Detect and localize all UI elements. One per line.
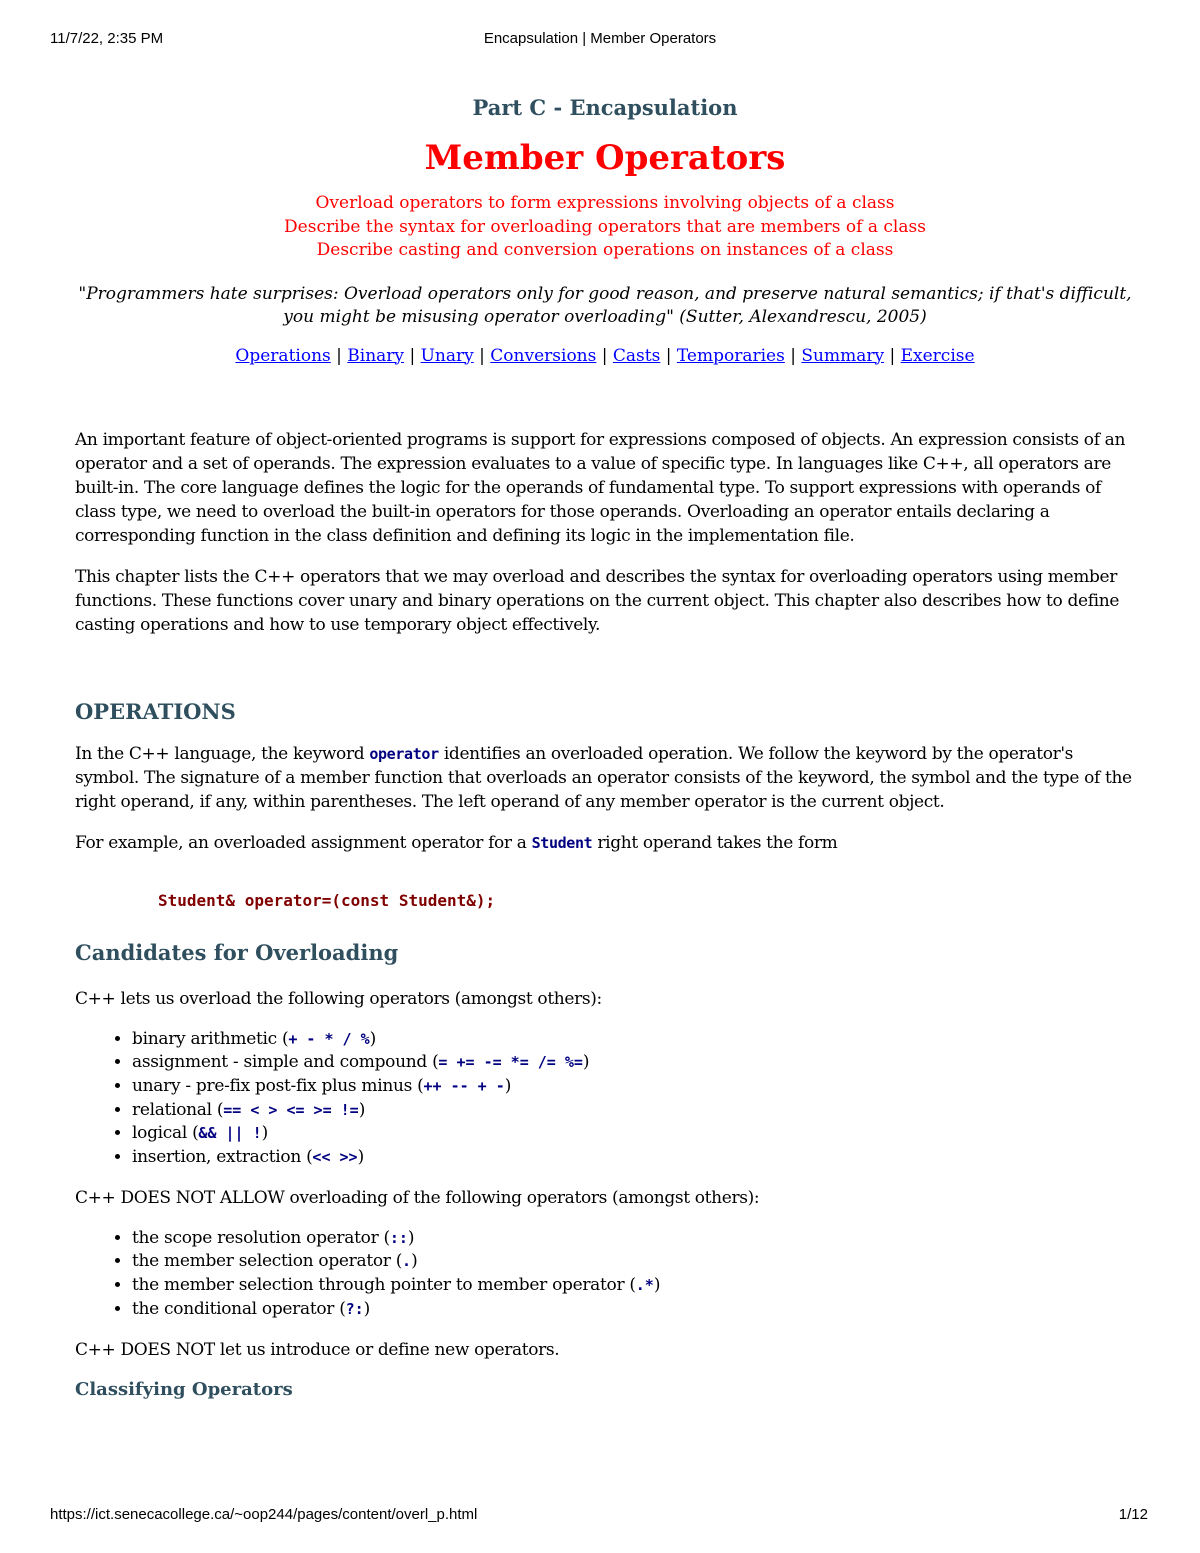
operator-symbols: .* (635, 1276, 654, 1295)
intro-paragraph: This chapter lists the C++ operators that we may overload and describes the syntax for overloading operators using member functions. These functions cover unary and binary operations on the current object. This chapter also describes how to define casting operations and how to use temporary object effectively. (75, 566, 1120, 635)
disallowed-operators-list (75, 1227, 1135, 1322)
objective: Describe the syntax for overloading operators that are members of a class (284, 216, 926, 237)
nav-link-exercise[interactable]: Exercise (900, 345, 975, 366)
learning-objectives (75, 192, 1135, 263)
section-nav (75, 346, 1135, 366)
print-title: Encapsulation | Member Operators (483, 30, 717, 47)
list-item: • assignment - simple and compound (= += -= *= /= %=) (132, 1051, 1135, 1075)
subheading-candidates: Candidates for Overloading (75, 939, 399, 965)
print-url: https://ict.senecacollege.ca/~oop244/pages/content/overl_p.html (50, 1506, 478, 1523)
nav-link-summary[interactable]: Summary (801, 345, 885, 366)
list-item: • the scope resolution operator (::) (132, 1227, 1135, 1251)
operator-symbols: << >> (312, 1148, 358, 1167)
nav-link-operations[interactable]: Operations (235, 345, 331, 366)
candidates-intro: C++ lets us overload the following operators (amongst others): (75, 988, 602, 1009)
list-item: • the member selection operator (.) (132, 1250, 1135, 1274)
objective: Describe casting and conversion operations on instances of a class (316, 240, 894, 260)
keyword-student: Student (531, 833, 593, 852)
print-header (0, 30, 1200, 50)
nav-separator: | (409, 345, 416, 366)
print-datetime: 11/7/22, 2:35 PM (50, 30, 164, 47)
list-item: • logical (&& || !) (132, 1122, 1135, 1146)
disallowed-intro: C++ DOES NOT ALLOW overloading of the following operators (amongst others): (75, 1187, 760, 1208)
allowed-operators-list (75, 1028, 1135, 1170)
nav-separator: | (479, 345, 485, 366)
operator-symbols: + - * / % (288, 1029, 370, 1048)
subheading-classifying-operators: Classifying Operators (75, 1378, 293, 1400)
nav-link-conversions[interactable]: Conversions (490, 345, 597, 366)
part-title: Part C - Encapsulation (472, 95, 738, 120)
list-item: • insertion, extraction (<< >>) (132, 1146, 1135, 1170)
nav-link-temporaries[interactable]: Temporaries (676, 345, 785, 366)
list-item: • the member selection through pointer to member operator (.*) (132, 1274, 1135, 1298)
nav-link-binary[interactable]: Binary (347, 345, 405, 366)
print-footer (0, 1506, 1200, 1526)
code-example: Student& operator=(const Student&); (158, 890, 496, 910)
no-new-operators-note: C++ DOES NOT let us introduce or define new operators. (75, 1339, 560, 1360)
nav-separator: | (336, 345, 342, 366)
list-item: • relational (== < > <= >= !=) (132, 1099, 1135, 1123)
nav-separator: | (665, 345, 672, 366)
print-page-number: 1/12 (1118, 1506, 1148, 1523)
text-run: In the C++ language, the keyword (75, 743, 370, 764)
operations-example-paragraph (75, 831, 1135, 855)
nav-link-casts[interactable]: Casts (612, 345, 661, 366)
list-item: • the conditional operator (?:) (132, 1298, 1135, 1322)
list-item: • binary arithmetic (+ - * / %) (132, 1028, 1135, 1052)
objective: Overload operators to form expressions involving objects of a class (315, 193, 895, 213)
operator-symbols: && || ! (198, 1124, 262, 1143)
list-item: • unary - pre-fix post-fix plus minus (++ -- + -) (132, 1075, 1135, 1099)
quote: "Programmers hate surprises: Overload operators only for good reason, and preserve natural semantics; if that's difficult, you might be misusing operator overloading" (Sutter, Alexandrescu, 2005) (78, 283, 1132, 327)
nav-separator: | (790, 345, 796, 366)
section-heading-operations: OPERATIONS (75, 698, 236, 724)
intro-paragraph: An important feature of object-oriented programs is support for expressions composed of objects. An expression consists of an operator and a set of operands. The expression evaluates to a value of specific type. In languages like C++, all operators are built-in. The core language defines the logic for the operands of fundamental type. To support expressions with operands of class type, we need to overload the built-in operators for those operands. Overloading an operator entails declaring a corresponding function in the class definition and defining its logic in the implementation file. (75, 429, 1126, 546)
text-run: right operand takes the form (592, 832, 838, 853)
nav-separator: | (889, 345, 896, 366)
nav-link-unary[interactable]: Unary (420, 345, 474, 366)
operations-paragraph (75, 742, 1135, 814)
operator-symbols: . (402, 1252, 412, 1271)
keyword-operator: operator (369, 744, 439, 763)
nav-separator: | (601, 345, 608, 366)
operator-symbols: ?: (345, 1299, 364, 1318)
text-run: For example, an overloaded assignment operator for a (75, 832, 532, 853)
operator-symbols: :: (389, 1228, 408, 1247)
page-title: Member Operators (424, 138, 786, 178)
operator-symbols: = += -= *= /= %= (438, 1053, 583, 1072)
operator-symbols: == < > <= >= != (223, 1100, 359, 1119)
text-run: identifies an overloaded operation. We follow the keyword by the operator's symbol. The signature of a member function that overloads an operator consists of the keyword, the symbol and the type of the right operand, if any, within parentheses. The left operand of any member operator is the current object. (75, 743, 1132, 812)
operator-symbols: ++ -- + - (423, 1076, 505, 1095)
page-content (75, 95, 1135, 1400)
